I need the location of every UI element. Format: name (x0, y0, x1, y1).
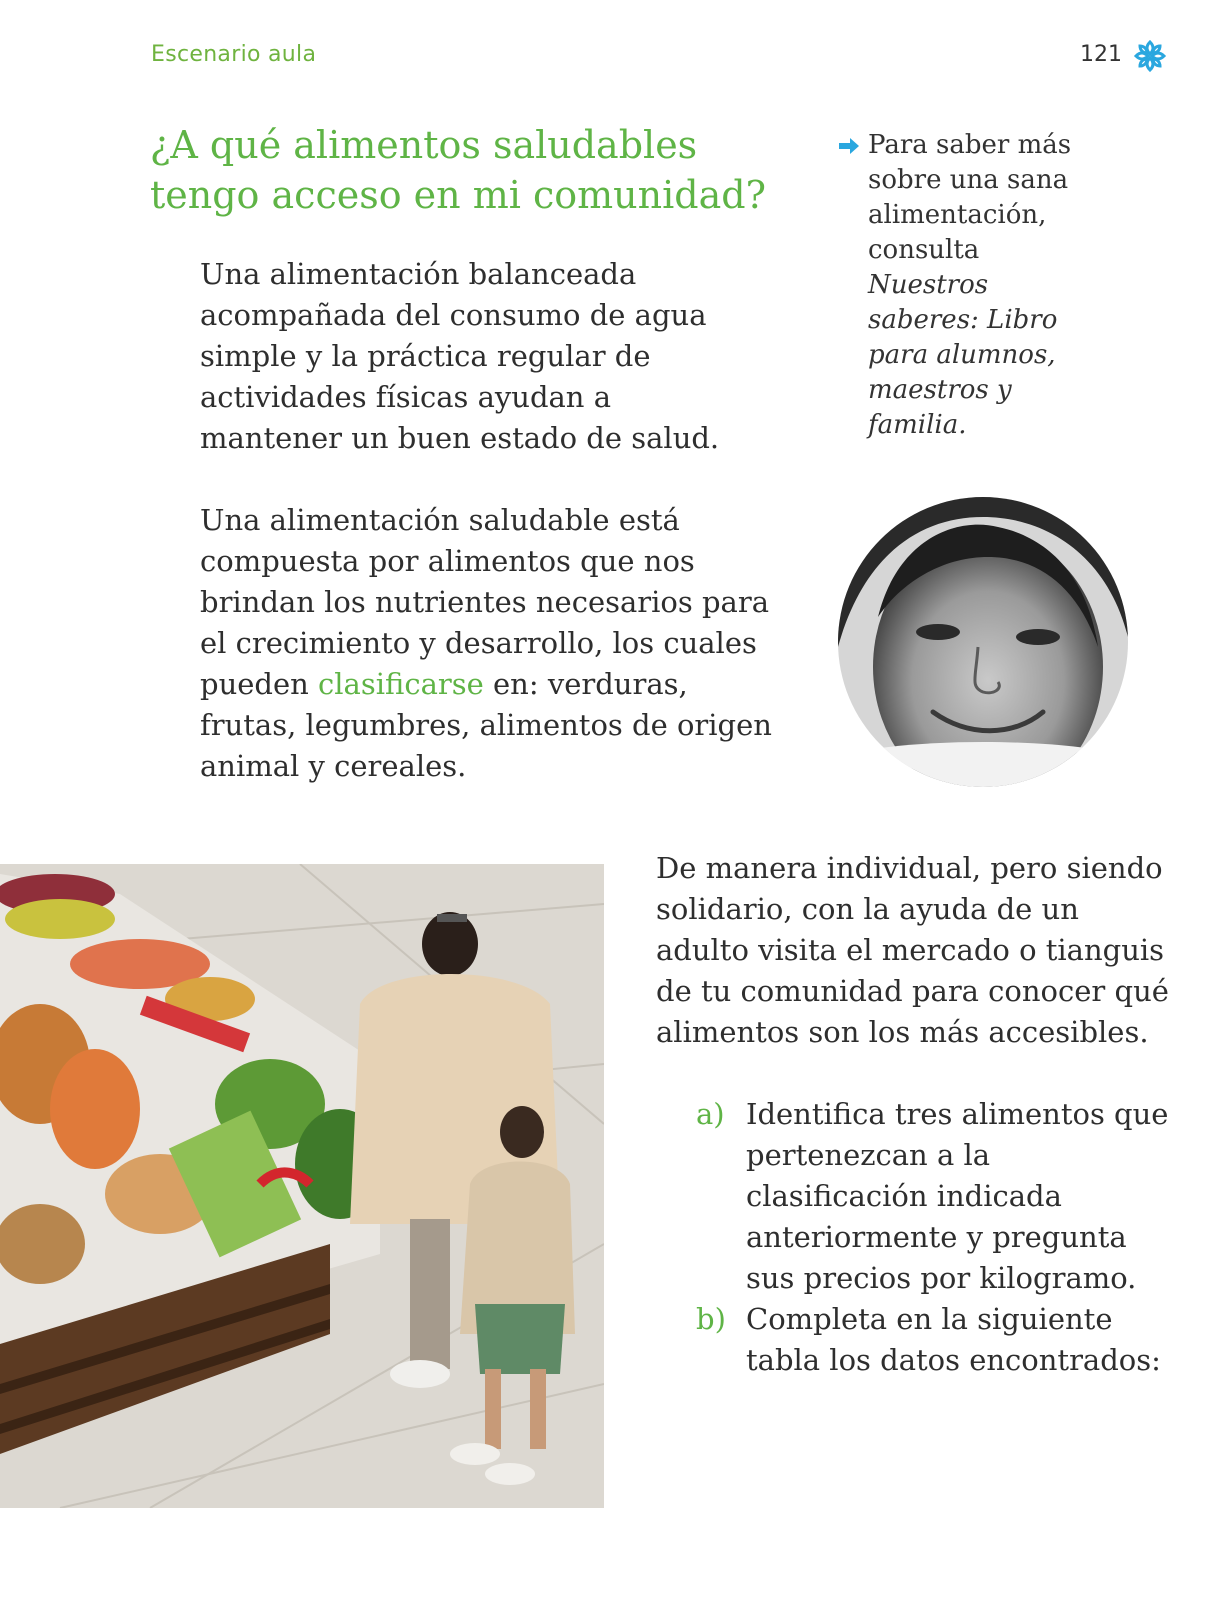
child-portrait-photo (838, 497, 1128, 787)
side-note-plain: Para saber más sobre una sana alimentación, consulta (868, 130, 1072, 265)
activity-instructions: De manera individual, pero siendo solidario, con la ayuda de un adulto visita el mercado o tianguis de tu comunidad para conocer qué alimentos son los más accesibles. (656, 851, 1169, 1049)
intro-paragraph: Una alimentación balanceada acompañada del consumo de agua simple y la práctica regular de actividades físicas ayudan a mantener un buen estado de salud. (200, 257, 720, 455)
page-title: ¿A qué alimentos saludables tengo acceso en mi comunidad? (150, 123, 766, 217)
section-label: Escenario aula (151, 42, 317, 67)
list-marker: b) (696, 1302, 726, 1336)
paragraph-text: en: verduras, frutas, legumbres, alimentos de origen animal y cereales. (200, 667, 772, 783)
flower-ornament-icon (1132, 38, 1168, 74)
classification-paragraph (200, 500, 790, 787)
arrow-right-icon (838, 137, 860, 155)
list-marker: a) (696, 1097, 725, 1131)
book-reference: Nuestros saberes: Libro para alumnos, maestros y familia. (868, 270, 1058, 440)
list-item-text: Completa en la siguiente tabla los datos encontrados: (746, 1302, 1161, 1377)
list-item-text: Identifica tres alimentos que pertenezcan a la clasificación indicada anteriormente y pregunta sus precios por kilogramo. (746, 1097, 1169, 1295)
glossary-term-clasificarse[interactable]: clasificarse (318, 667, 484, 701)
side-note-text (868, 128, 1098, 443)
task-list (656, 1094, 1176, 1381)
list-item (656, 1094, 1176, 1299)
page-number: 121 (1080, 42, 1122, 67)
list-item (656, 1299, 1176, 1381)
market-stall-photo (0, 864, 604, 1508)
paragraph-text: Una alimentación saludable está compuesta por alimentos que nos brindan los nutrientes necesarios para el crecimiento y desarrollo, los cuales pueden (200, 503, 769, 701)
side-note (838, 128, 1098, 443)
